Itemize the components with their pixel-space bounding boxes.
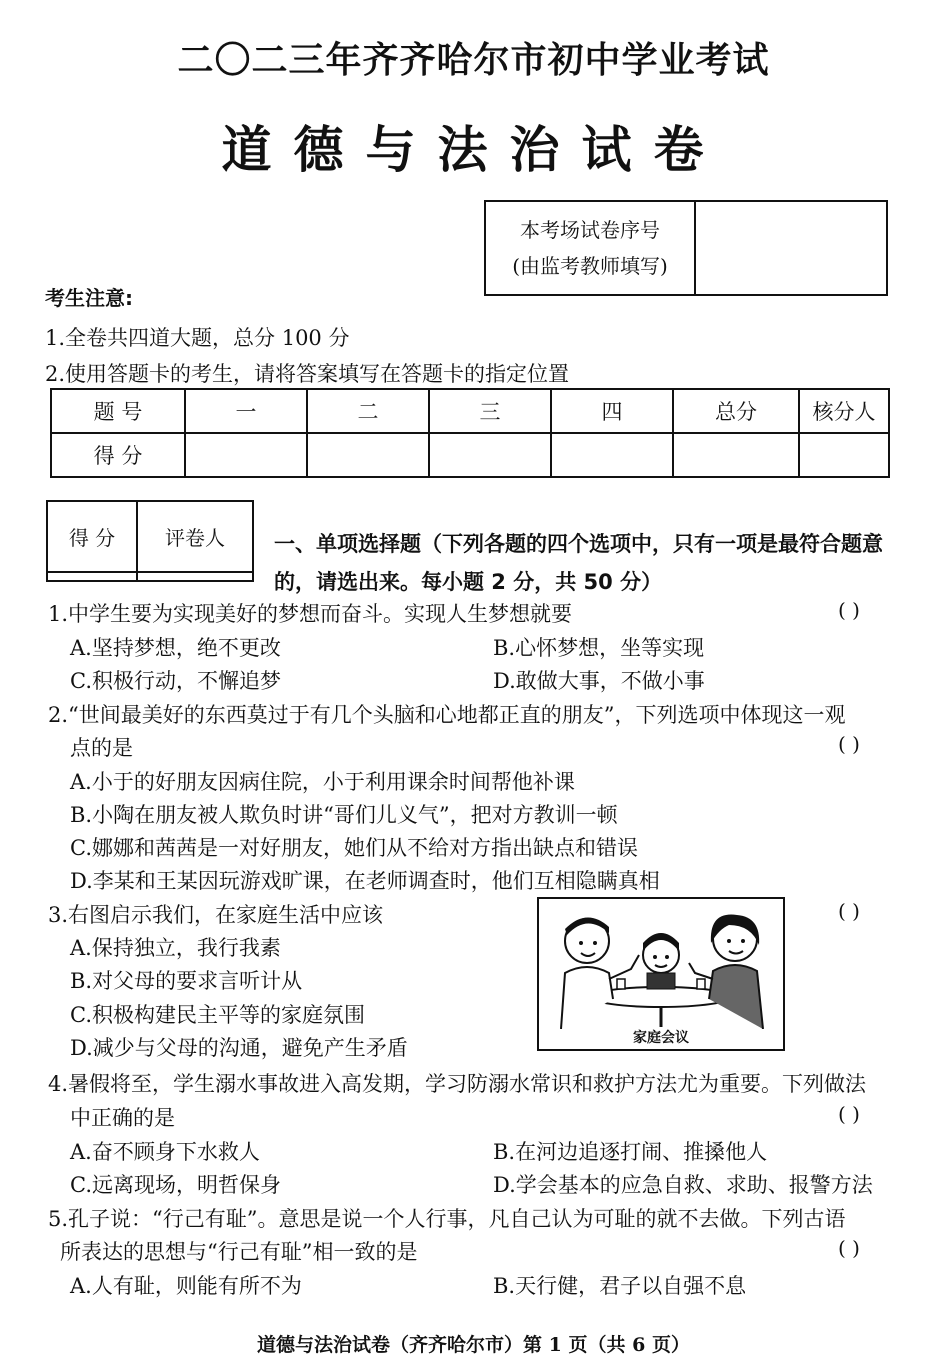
- q1-answer-paren[interactable]: ( ): [838, 598, 860, 622]
- score-header-cell: 二: [307, 389, 429, 433]
- q4-option-b: B.在河边追逐打闹、推搡他人: [493, 1140, 768, 1164]
- q5-stem-line2: 所表达的思想与“行己有耻”相一致的是: [60, 1240, 418, 1264]
- note-item-2: 2.使用答题卡的考生，请将答案填写在答题卡的指定位置: [45, 362, 570, 386]
- score-table-header-row: [51, 389, 889, 433]
- q2-answer-paren[interactable]: ( ): [838, 732, 860, 756]
- score-header-cell: 核分人: [799, 389, 889, 433]
- score-cell[interactable]: [307, 433, 429, 477]
- score-cell[interactable]: [185, 433, 307, 477]
- q5-stem-line1: 5.孔子说：“行己有耻”。意思是说一个人行事，凡自己认为可耻的就不去做。下列古语: [48, 1207, 846, 1231]
- score-cell[interactable]: [551, 433, 673, 477]
- q2-option-a: A.小于的好朋友因病住院，小于利用课余时间帮他补课: [70, 770, 575, 794]
- q1-option-b: B.心怀梦想，坐等实现: [493, 636, 705, 660]
- grader-name-label: 评卷人: [137, 501, 253, 572]
- figure-caption: 家庭会议: [633, 1030, 689, 1046]
- q5-answer-paren[interactable]: ( ): [838, 1236, 860, 1260]
- q5-option-a: A.人有耻，则能有所不为: [70, 1274, 302, 1298]
- subject-title: 道德与法治试卷: [221, 121, 726, 179]
- notes-title: 考生注意:: [45, 286, 133, 310]
- q3-option-d: D.减少与父母的沟通，避免产生矛盾: [70, 1036, 408, 1060]
- q2-stem-line1: 2.“世间最美好的东西莫过于有几个头脑和心地都正直的朋友”，下列选项中体现这一观: [48, 703, 846, 727]
- score-cell[interactable]: [673, 433, 799, 477]
- note-item-1: 1.全卷共四道大题，总分 100 分: [45, 326, 350, 350]
- serial-number-field[interactable]: [696, 202, 886, 294]
- q3-stem: 3.右图启示我们，在家庭生活中应该: [48, 903, 384, 927]
- exam-title: 二〇二三年齐齐哈尔市初中学业考试: [177, 40, 770, 81]
- score-cell[interactable]: [799, 433, 889, 477]
- q4-stem-line1: 4.暑假将至，学生溺水事故进入高发期，学习防溺水常识和救护方法尤为重要。下列做法: [48, 1072, 867, 1096]
- score-table-score-row: [51, 433, 889, 477]
- q4-answer-paren[interactable]: ( ): [838, 1102, 860, 1126]
- q3-option-b: B.对父母的要求言听计从: [70, 969, 303, 993]
- q5-option-b: B.天行健，君子以自强不息: [493, 1274, 747, 1298]
- serial-number-box: [484, 200, 888, 296]
- q1-option-d: D.敢做大事，不做小事: [493, 669, 705, 693]
- serial-label-line2: (由监考教师填写): [512, 254, 668, 278]
- q1-option-c: C.积极行动，不懈追梦: [70, 669, 281, 693]
- score-header-cell: 一: [185, 389, 307, 433]
- q3-option-a: A.保持独立，我行我素: [70, 936, 281, 960]
- q3-answer-paren[interactable]: ( ): [838, 899, 860, 923]
- score-header-cell: 总分: [673, 389, 799, 433]
- q3-option-c: C.积极构建民主平等的家庭氛围: [70, 1003, 365, 1027]
- score-row-label: 得 分: [51, 433, 185, 477]
- score-header-cell: 三: [429, 389, 551, 433]
- q1-stem: 1.中学生要为实现美好的梦想而奋斗。实现人生梦想就要: [48, 602, 573, 626]
- score-table: [50, 388, 890, 478]
- grader-score-cell[interactable]: [47, 572, 137, 581]
- grader-table: [46, 500, 254, 582]
- q2-option-d: D.李某和王某因玩游戏旷课，在老师调查时，他们互相隐瞒真相: [70, 869, 660, 893]
- family-meeting-figure: [537, 897, 785, 1051]
- grader-score-label: 得 分: [47, 501, 137, 572]
- section1-heading-line2: 的，请选出来。每小题 2 分，共 50 分）: [274, 570, 663, 594]
- q2-option-c: C.娜娜和茜茜是一对好朋友，她们从不给对方指出缺点和错误: [70, 836, 638, 860]
- score-header-cell: 题 号: [51, 389, 185, 433]
- serial-number-label: [486, 202, 696, 294]
- q2-option-b: B.小陶在朋友被人欺负时讲“哥们儿义气”，把对方教训一顿: [70, 803, 618, 827]
- q1-option-a: A.坚持梦想，绝不更改: [70, 636, 281, 660]
- score-header-cell: 四: [551, 389, 673, 433]
- page-footer: 道德与法治试卷（齐齐哈尔市）第 1 页（共 6 页）: [257, 1334, 690, 1356]
- q2-stem-line2: 点的是: [70, 736, 133, 760]
- grader-name-cell[interactable]: [137, 572, 253, 581]
- q4-option-d: D.学会基本的应急自救、求助、报警方法: [493, 1173, 873, 1197]
- q4-stem-line2: 中正确的是: [70, 1106, 175, 1130]
- score-cell[interactable]: [429, 433, 551, 477]
- family-meeting-illustration: [539, 899, 783, 1029]
- section1-heading-line1: 一、单项选择题（下列各题的四个选项中，只有一项是最符合题意: [274, 532, 883, 556]
- q4-option-c: C.远离现场，明哲保身: [70, 1173, 281, 1197]
- q4-option-a: A.奋不顾身下水救人: [70, 1140, 260, 1164]
- serial-label-line1: 本考场试卷序号: [520, 218, 660, 242]
